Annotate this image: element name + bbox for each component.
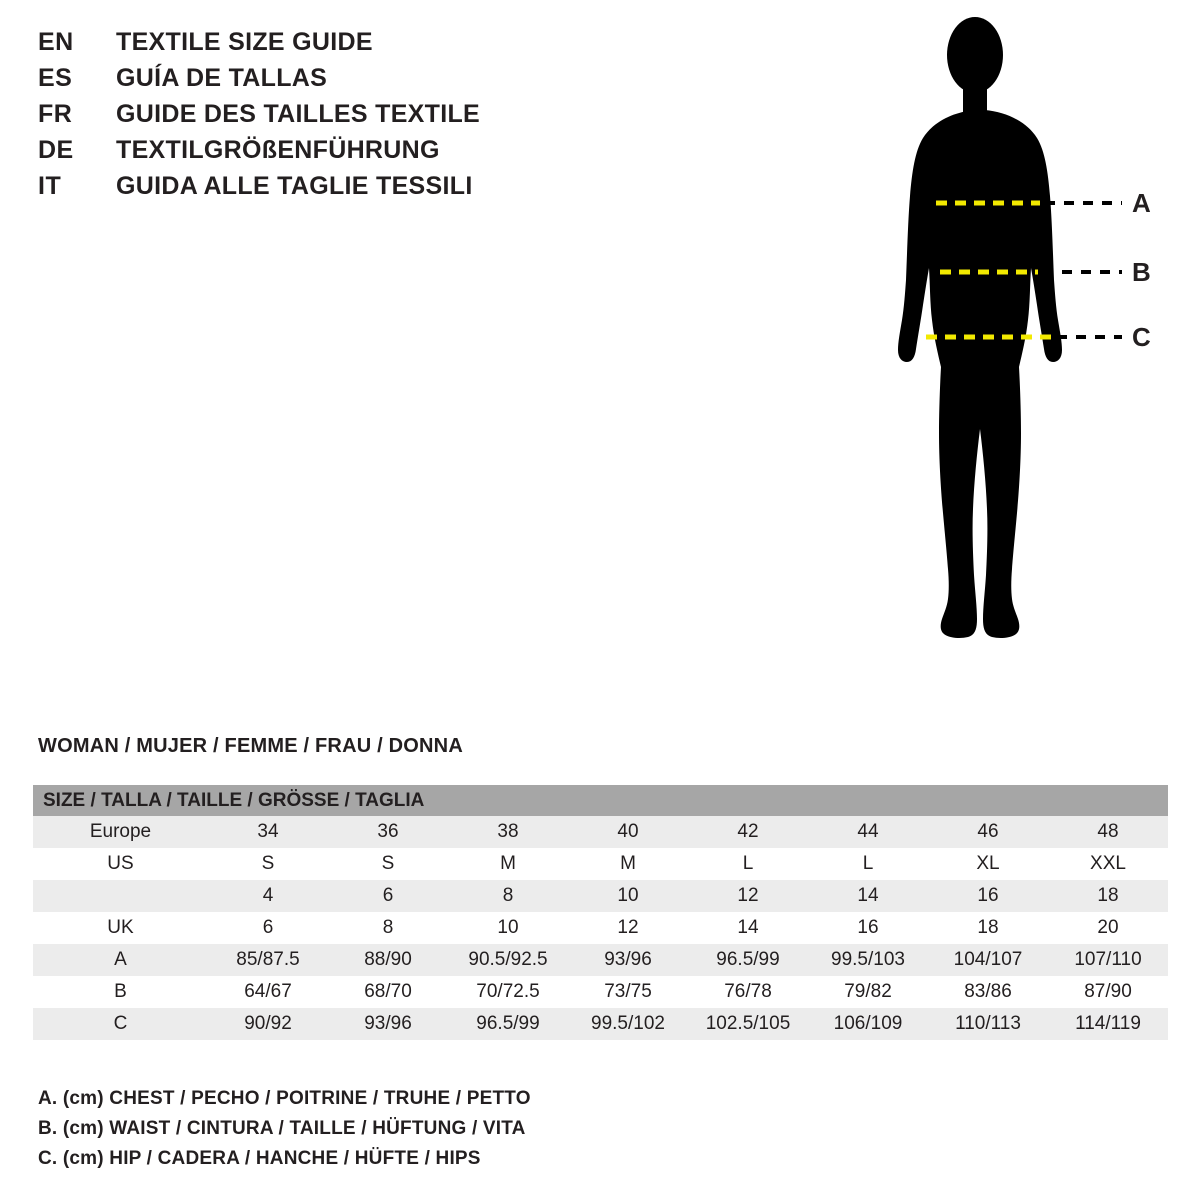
row-label-us: US — [33, 848, 208, 880]
cell: M — [448, 848, 568, 880]
cell: 73/75 — [568, 976, 688, 1008]
cell: L — [808, 848, 928, 880]
cell: XL — [928, 848, 1048, 880]
cell: 42 — [688, 816, 808, 848]
cell: 99.5/102 — [568, 1008, 688, 1040]
cell: 4 — [208, 880, 328, 912]
table-row — [33, 816, 1168, 848]
cell: 106/109 — [808, 1008, 928, 1040]
cell: 12 — [568, 912, 688, 944]
row-label-a: A — [33, 944, 208, 976]
cell: XXL — [1048, 848, 1168, 880]
title-row — [38, 64, 798, 100]
cell: 14 — [808, 880, 928, 912]
cell: 76/78 — [688, 976, 808, 1008]
table-row — [33, 944, 1168, 976]
cell: 93/96 — [328, 1008, 448, 1040]
row-label-uk: UK — [33, 912, 208, 944]
cell: 8 — [328, 912, 448, 944]
legend-line-b: B. (cm) WAIST / CINTURA / TAILLE / HÜFTUNG / VITA — [38, 1118, 526, 1139]
cell: 114/119 — [1048, 1008, 1168, 1040]
measure-label-a: A — [1132, 188, 1151, 218]
cell: 96.5/99 — [688, 944, 808, 976]
cell: 6 — [328, 880, 448, 912]
size-table-wrapper — [33, 785, 1168, 1040]
cell: 107/110 — [1048, 944, 1168, 976]
woman-silhouette-figure — [860, 10, 1190, 750]
cell: 16 — [808, 912, 928, 944]
cell: 20 — [1048, 912, 1168, 944]
title-lang-de: DE — [38, 136, 74, 164]
cell: S — [208, 848, 328, 880]
cell: 36 — [328, 816, 448, 848]
title-text-en: TEXTILE SIZE GUIDE — [116, 28, 373, 56]
cell: 110/113 — [928, 1008, 1048, 1040]
title-text-de: TEXTILGRÖßENFÜHRUNG — [116, 136, 440, 164]
table-header-row — [33, 785, 1168, 816]
cell: 88/90 — [328, 944, 448, 976]
cell: 79/82 — [808, 976, 928, 1008]
title-text-fr: GUIDE DES TAILLES TEXTILE — [116, 100, 481, 128]
cell: L — [688, 848, 808, 880]
cell: 70/72.5 — [448, 976, 568, 1008]
cell: 90.5/92.5 — [448, 944, 568, 976]
row-label-c: C — [33, 1008, 208, 1040]
title-lang-fr: FR — [38, 100, 73, 128]
cell: 48 — [1048, 816, 1168, 848]
cell: 40 — [568, 816, 688, 848]
cell: 44 — [808, 816, 928, 848]
row-label-us-numeric — [33, 880, 208, 912]
cell: 90/92 — [208, 1008, 328, 1040]
row-label-b: B — [33, 976, 208, 1008]
title-text-it: GUIDA ALLE TAGLIE TESSILI — [116, 172, 473, 200]
cell: 10 — [448, 912, 568, 944]
measure-label-c: C — [1132, 322, 1151, 352]
cell: 8 — [448, 880, 568, 912]
table-row — [33, 848, 1168, 880]
cell: 102.5/105 — [688, 1008, 808, 1040]
table-row — [33, 880, 1168, 912]
table-row — [33, 1008, 1168, 1040]
measurement-legend — [38, 1088, 738, 1178]
cell: 68/70 — [328, 976, 448, 1008]
size-table — [33, 785, 1168, 1040]
cell: 85/87.5 — [208, 944, 328, 976]
cell: 99.5/103 — [808, 944, 928, 976]
cell: 10 — [568, 880, 688, 912]
title-text-es: GUÍA DE TALLAS — [116, 64, 328, 92]
cell: 12 — [688, 880, 808, 912]
table-row — [33, 912, 1168, 944]
title-row — [38, 28, 798, 64]
silhouette-icon — [898, 17, 1062, 638]
cell: 64/67 — [208, 976, 328, 1008]
size-table-header: SIZE / TALLA / TAILLE / GRÖSSE / TAGLIA — [33, 785, 1168, 816]
title-lang-it: IT — [38, 172, 62, 200]
title-row — [38, 100, 798, 136]
cell: 6 — [208, 912, 328, 944]
title-row — [38, 172, 798, 208]
cell: 46 — [928, 816, 1048, 848]
legend-line-c: C. (cm) HIP / CADERA / HANCHE / HÜFTE / HIPS — [38, 1148, 481, 1169]
row-label-europe: Europe — [33, 816, 208, 848]
table-row — [33, 976, 1168, 1008]
legend-line-a: A. (cm) CHEST / PECHO / POITRINE / TRUHE / PETTO — [38, 1088, 531, 1109]
cell: M — [568, 848, 688, 880]
cell: 16 — [928, 880, 1048, 912]
cell: 87/90 — [1048, 976, 1168, 1008]
measure-label-b: B — [1132, 257, 1151, 287]
cell: 14 — [688, 912, 808, 944]
gender-heading: WOMAN / MUJER / FEMME / FRAU / DONNA — [38, 735, 463, 757]
cell: 96.5/99 — [448, 1008, 568, 1040]
cell: 104/107 — [928, 944, 1048, 976]
title-lang-es: ES — [38, 64, 73, 92]
cell: 18 — [928, 912, 1048, 944]
title-row — [38, 136, 798, 172]
cell: 93/96 — [568, 944, 688, 976]
cell: 34 — [208, 816, 328, 848]
title-block — [38, 28, 798, 208]
cell: 83/86 — [928, 976, 1048, 1008]
title-lang-en: EN — [38, 28, 74, 56]
cell: 38 — [448, 816, 568, 848]
cell: 18 — [1048, 880, 1168, 912]
cell: S — [328, 848, 448, 880]
